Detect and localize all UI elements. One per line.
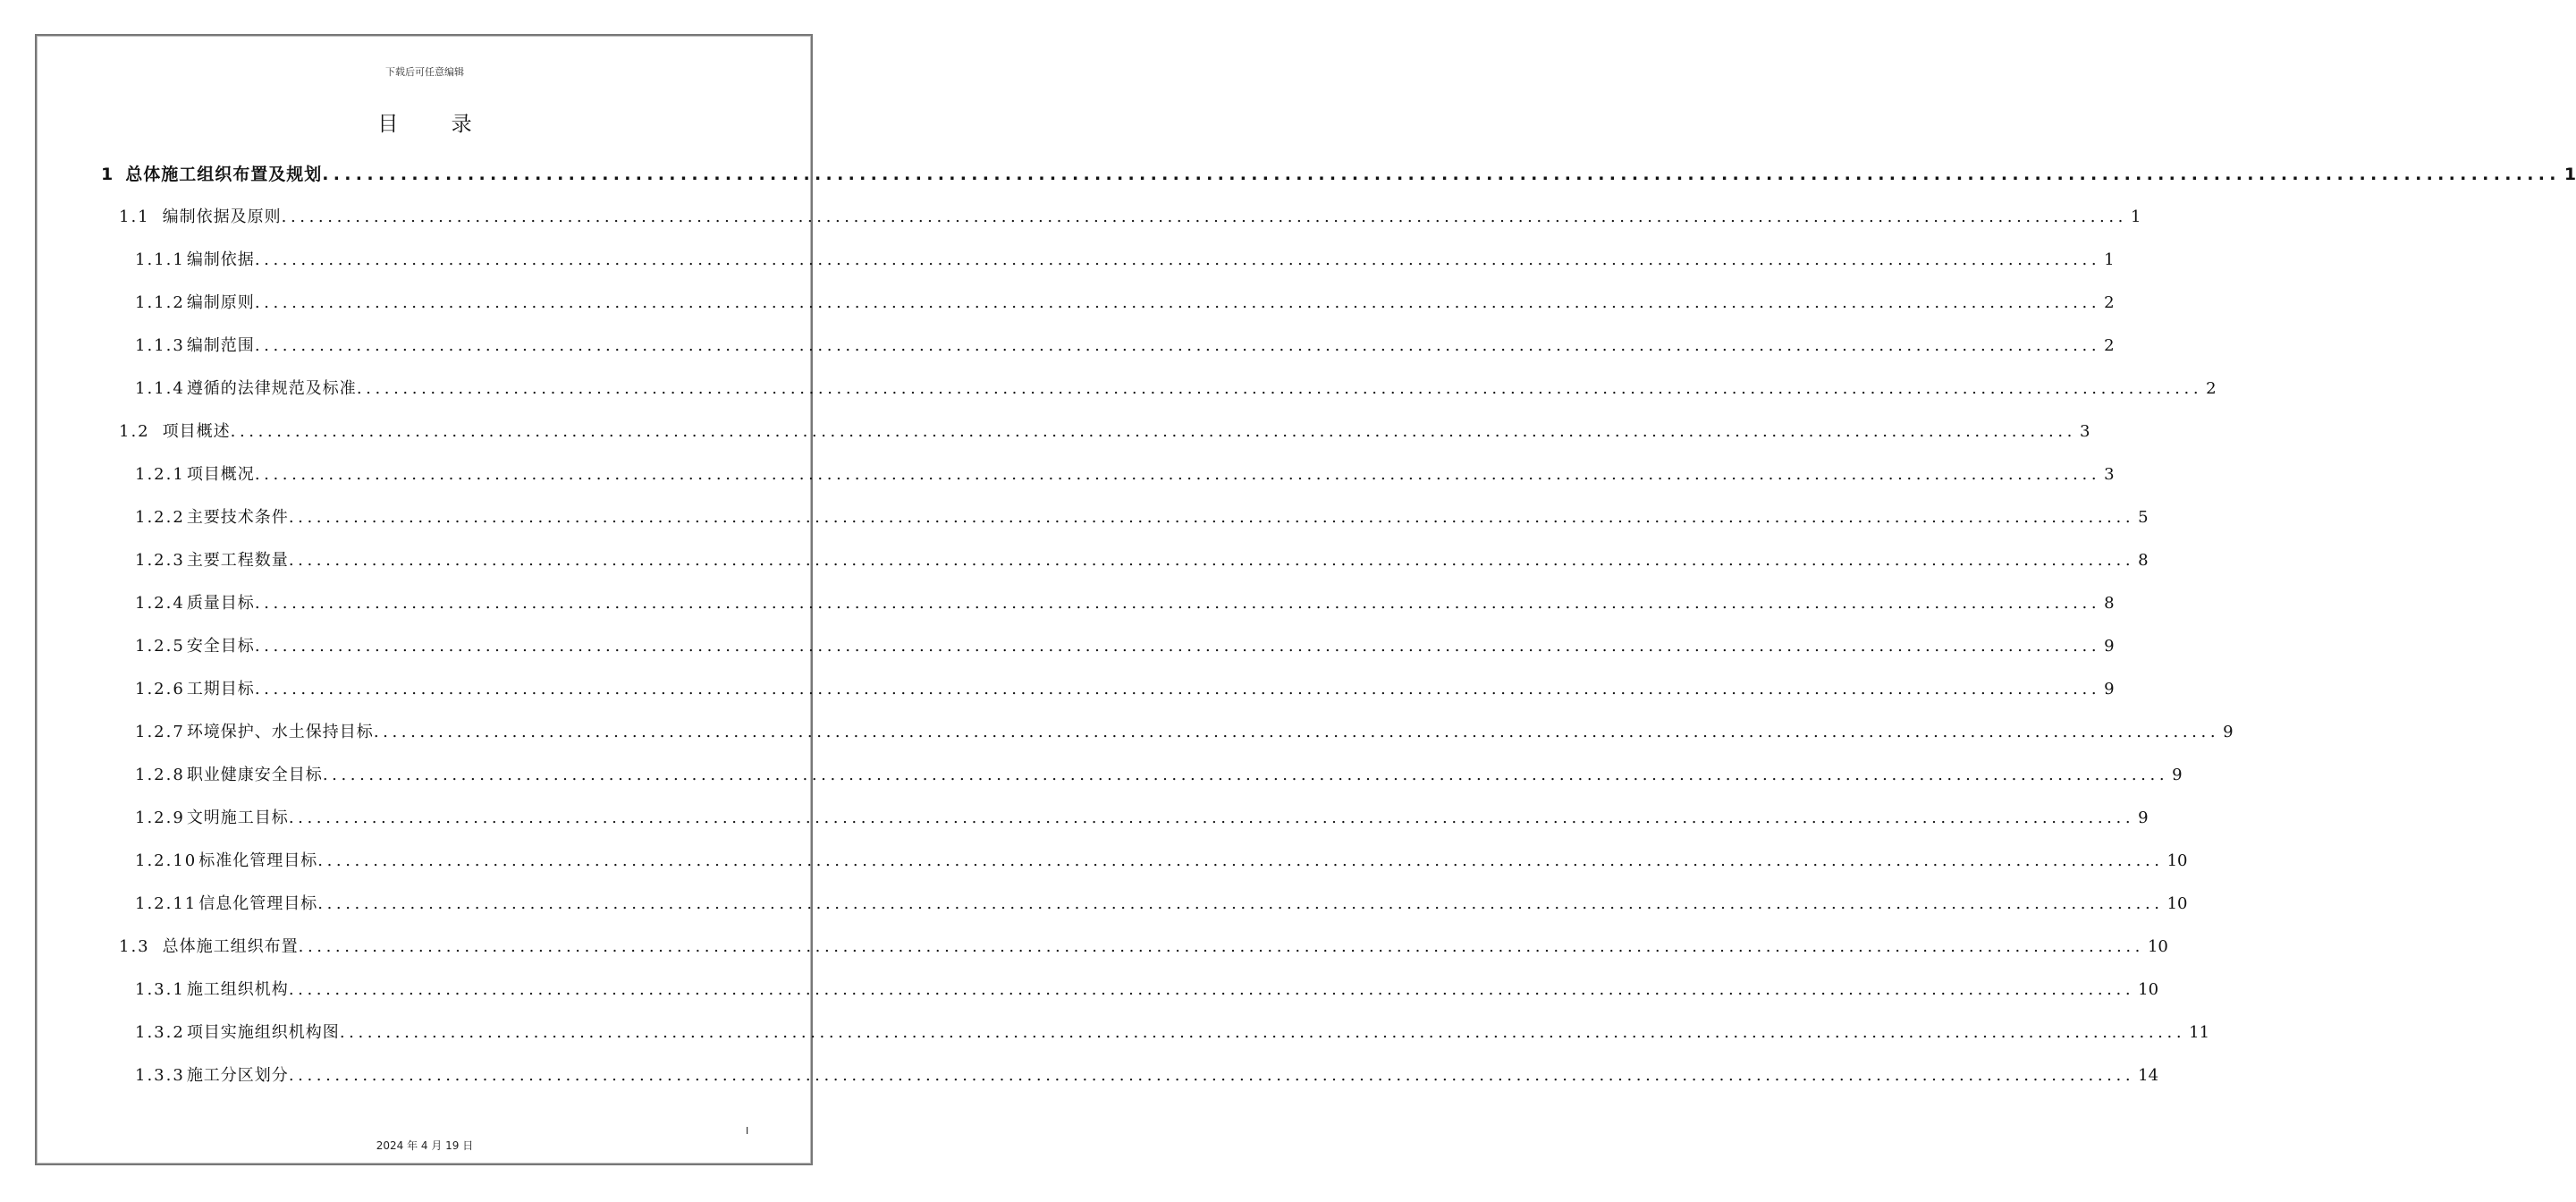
toc-dot-leader: ........................................................................................................................................................................................................ (288, 980, 2135, 999)
toc-entry-title: 编制依据 (186, 250, 255, 269)
toc-dot-leader: ........................................................................................................................................................................................................ (322, 165, 2561, 184)
toc-entry-title: 施工组织机构 (186, 980, 289, 999)
toc-entry-page: 9 (2172, 766, 2183, 784)
toc-entry-title: 项目实施组织机构图 (186, 1023, 340, 1042)
toc-entry[interactable] (135, 669, 2115, 710)
toc-entry-page: 5 (2138, 508, 2149, 527)
toc-entry[interactable] (135, 540, 2149, 581)
toc-entry[interactable] (119, 411, 2090, 453)
toc-entry-number: 1.2.5 (135, 637, 185, 656)
toc-dot-leader: ........................................................................................................................................................................................................ (254, 465, 2101, 484)
page-number: I (746, 1125, 749, 1137)
toc-entry[interactable] (135, 283, 2115, 324)
toc-entry-page: 10 (2166, 894, 2188, 913)
toc-entry[interactable] (135, 884, 2188, 925)
toc-entry[interactable] (135, 798, 2149, 839)
toc-entry[interactable] (135, 454, 2115, 495)
toc-entry-title: 总体施工组织布置 (162, 937, 299, 956)
toc-dot-leader: ........................................................................................................................................................................................................ (288, 808, 2135, 827)
toc-entry-page: 2 (2104, 336, 2115, 355)
toc-entry[interactable] (135, 240, 2115, 281)
toc-entry-number: 1.3.3 (135, 1066, 185, 1085)
toc-entry-page: 10 (2147, 937, 2168, 956)
toc-entry[interactable] (135, 326, 2115, 367)
toc-dot-leader: ........................................................................................................................................................................................................ (298, 937, 2144, 956)
toc-entry-page: 14 (2138, 1066, 2159, 1085)
toc-entry-page: 2 (2104, 293, 2115, 312)
toc-entry[interactable] (135, 712, 2234, 753)
toc-entry-number: 1.2.10 (135, 851, 198, 870)
toc-entry[interactable] (135, 755, 2183, 796)
toc-entry-title: 编制原则 (186, 293, 255, 312)
toc-entry-page: 8 (2104, 594, 2115, 613)
toc-dot-leader: ........................................................................................................................................................................................................ (254, 637, 2101, 656)
toc-entry-page: 8 (2138, 551, 2149, 570)
toc-entry-number: 1.2.6 (135, 680, 185, 698)
toc-entry-title: 信息化管理目标 (198, 894, 318, 913)
toc-entry-title: 环境保护、水土保持目标 (186, 723, 374, 741)
toc-entry-number: 1.2.4 (135, 594, 185, 613)
toc-entry-page: 1 (2563, 165, 2576, 184)
footer-date: 2024 年 4 月 19 日 (376, 1139, 474, 1152)
toc-entry-number: 1.2 (119, 422, 150, 441)
toc-entry-title: 标准化管理目标 (198, 851, 318, 870)
toc-entry-title: 施工分区划分 (186, 1066, 289, 1085)
toc-dot-leader: ........................................................................................................................................................................................................ (288, 508, 2135, 527)
toc-entry-number: 1.1.3 (135, 336, 185, 355)
toc-dot-leader: ........................................................................................................................................................................................................ (356, 379, 2203, 398)
toc-entry-number: 1.3 (119, 937, 150, 956)
toc-entry-number: 1.2.11 (135, 894, 198, 913)
toc-dot-leader: ........................................................................................................................................................................................................ (254, 594, 2101, 613)
toc-dot-leader: ........................................................................................................................................................................................................ (317, 851, 2164, 870)
toc-entry[interactable] (135, 969, 2159, 1011)
toc-entry-number: 1 (101, 165, 114, 184)
toc-entry[interactable] (101, 154, 2576, 195)
toc-entry-number: 1.2.9 (135, 808, 185, 827)
toc-entry-number: 1.1.4 (135, 379, 185, 398)
toc-entry-page: 9 (2223, 723, 2234, 741)
toc-entry-number: 1.1.1 (135, 250, 185, 269)
toc-dot-leader: ........................................................................................................................................................................................................ (288, 1066, 2135, 1085)
toc-entry-number: 1.1.2 (135, 293, 185, 312)
toc-dot-leader: ........................................................................................................................................................................................................ (254, 293, 2101, 312)
toc-dot-leader: ........................................................................................................................................................................................................ (317, 894, 2164, 913)
toc-entry-title: 项目概况 (186, 465, 255, 484)
toc-dot-leader: ........................................................................................................................................................................................................ (373, 723, 2220, 741)
toc-entry-title: 主要技术条件 (186, 508, 289, 527)
toc-entry-page: 2 (2206, 379, 2217, 398)
toc-entry[interactable] (135, 583, 2115, 624)
toc-entry[interactable] (135, 1012, 2210, 1054)
toc-dot-leader: ........................................................................................................................................................................................................ (288, 551, 2135, 570)
toc-dot-leader: ........................................................................................................................................................................................................ (339, 1023, 2186, 1042)
toc-entry-title: 职业健康安全目标 (186, 766, 323, 784)
toc-entry[interactable] (119, 927, 2168, 968)
toc-entry-title: 安全目标 (186, 637, 255, 656)
toc-entry-number: 1.2.7 (135, 723, 185, 741)
toc-dot-leader: ........................................................................................................................................................................................................ (281, 207, 2127, 226)
toc-entry-page: 9 (2138, 808, 2149, 827)
toc-entry-number: 1.2.8 (135, 766, 185, 784)
toc-entry-page: 11 (2189, 1023, 2210, 1042)
toc-dot-leader: ........................................................................................................................................................................................................ (322, 766, 2169, 784)
toc-entry-number: 1.2.3 (135, 551, 185, 570)
toc-entry-number: 1.1 (119, 207, 150, 226)
toc-entry-page: 10 (2138, 980, 2159, 999)
toc-entry-title: 工期目标 (186, 680, 255, 698)
toc-entry-number: 1.3.1 (135, 980, 185, 999)
toc-entry[interactable] (135, 497, 2149, 538)
toc-title: 目 录 (377, 113, 495, 136)
toc-entry-page: 1 (2130, 207, 2141, 226)
toc-entry-title: 总体施工组织布置及规划 (125, 165, 323, 184)
toc-entry-page: 3 (2104, 465, 2115, 484)
toc-entry[interactable] (135, 841, 2188, 882)
toc-dot-leader: ........................................................................................................................................................................................................ (254, 336, 2101, 355)
toc-entry-title: 文明施工目标 (186, 808, 289, 827)
toc-entry-page: 9 (2104, 680, 2115, 698)
toc-entry[interactable] (119, 197, 2141, 238)
toc-dot-leader: ........................................................................................................................................................................................................ (254, 680, 2101, 698)
toc-entry[interactable] (135, 1055, 2159, 1096)
toc-entry[interactable] (135, 368, 2217, 410)
toc-entry-title: 项目概述 (162, 422, 231, 441)
toc-entry-number: 1.2.1 (135, 465, 185, 484)
header-note: 下载后可任意编辑 (385, 66, 464, 78)
toc-entry-title: 主要工程数量 (186, 551, 289, 570)
toc-entry-title: 编制依据及原则 (162, 207, 282, 226)
toc-entry-number: 1.2.2 (135, 508, 185, 527)
toc-entry-page: 3 (2079, 422, 2090, 441)
toc-entry-page: 9 (2104, 637, 2115, 656)
toc-entry-title: 质量目标 (186, 594, 255, 613)
toc-entry-number: 1.3.2 (135, 1023, 185, 1042)
toc-entry-page: 1 (2104, 250, 2115, 269)
toc-dot-leader: ........................................................................................................................................................................................................ (230, 422, 2076, 441)
toc-entry-title: 遵循的法律规范及标准 (186, 379, 357, 398)
toc-entry-page: 10 (2166, 851, 2188, 870)
toc-dot-leader: ........................................................................................................................................................................................................ (254, 250, 2101, 269)
toc-entry[interactable] (135, 626, 2115, 667)
toc-entry-title: 编制范围 (186, 336, 255, 355)
